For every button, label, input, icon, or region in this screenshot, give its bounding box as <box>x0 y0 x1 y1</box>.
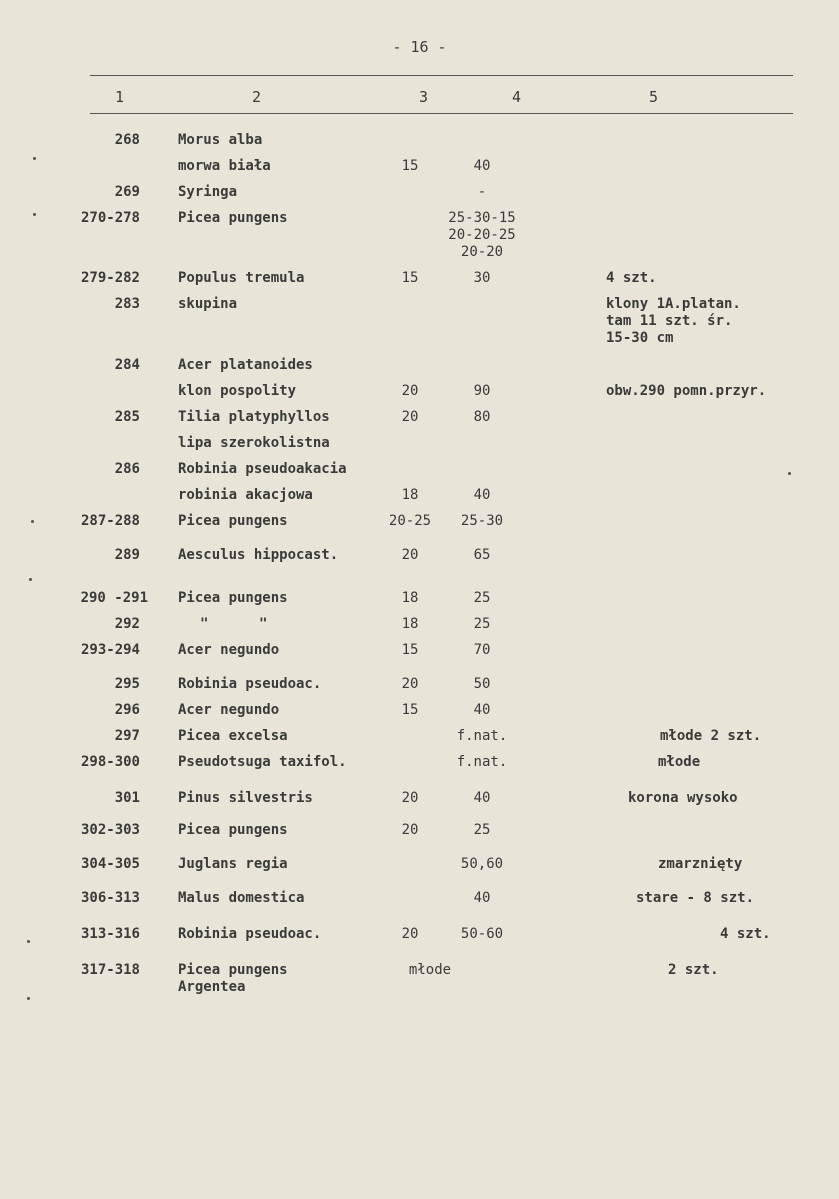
table-cell-notes: korona wysoko <box>628 790 738 806</box>
margin-mark <box>788 472 791 475</box>
table-cell-number: 293-294 <box>80 642 140 658</box>
table-cell-height: 20 <box>401 926 419 942</box>
table-cell-notes: obw.290 pomn.przyr. <box>606 383 767 399</box>
table-cell-number: 286 <box>114 461 140 477</box>
table-cell-notes: 4 szt. <box>720 926 771 942</box>
margin-mark <box>33 213 36 216</box>
table-cell-species: Picea pungens <box>178 513 288 529</box>
column-header-5: 5 <box>649 88 659 106</box>
table-cell-species: Picea pungens Argentea <box>178 962 288 995</box>
table-cell-notes: 4 szt. <box>606 270 657 286</box>
table-cell-diameter: 25 <box>473 616 491 632</box>
table-cell-diameter: 30 <box>473 270 491 286</box>
table-cell-notes: zmarznięty <box>658 856 743 872</box>
table-cell-species: Pinus silvestris <box>178 790 313 806</box>
table-cell-height: 20 <box>401 790 419 806</box>
table-cell-number: 292 <box>114 616 140 632</box>
table-cell-height: 18 <box>401 487 419 503</box>
table-cell-species: Populus tremula <box>178 270 305 286</box>
table-cell-species: Morus alba <box>178 132 263 148</box>
table-cell-species: klon pospolity <box>178 383 297 399</box>
table-cell-number: 279-282 <box>80 270 140 286</box>
table-cell-notes: klony 1A.platan. tam 11 szt. śr. 15-30 cm <box>606 296 741 346</box>
table-cell-species: Picea excelsa <box>178 728 288 744</box>
table-cell-species: Robinia pseudoac. <box>178 926 322 942</box>
table-cell-species: Acer negundo <box>178 702 280 718</box>
table-cell-number: 290 -291 <box>80 590 148 606</box>
table-cell-number: 302-303 <box>80 822 140 838</box>
margin-mark <box>29 578 32 581</box>
page-number: - 16 - <box>392 38 447 56</box>
table-cell-number: 306-313 <box>80 890 140 906</box>
table-cell-diameter: 80 <box>473 409 491 425</box>
margin-mark <box>27 997 30 1000</box>
table-cell-diameter: 25 <box>473 822 491 838</box>
table-cell-diameter: 40 <box>473 702 491 718</box>
table-cell-diameter: 25-30 <box>460 513 504 529</box>
table-cell-species: Robinia pseudoac. <box>178 676 322 692</box>
table-cell-species: " " <box>200 616 268 632</box>
table-cell-species: Picea pungens <box>178 210 288 226</box>
table-cell-height: 20 <box>401 383 419 399</box>
table-cell-notes: 2 szt. <box>668 962 719 978</box>
table-cell-species: Malus domestica <box>178 890 305 906</box>
table-cell-height: 20 <box>401 676 419 692</box>
table-cell-species: Pseudotsuga taxifol. <box>178 754 347 770</box>
table-cell-number: 270-278 <box>80 210 140 226</box>
table-cell-height: 20-25 <box>388 513 432 529</box>
table-header-rule <box>90 113 793 114</box>
table-cell-species: Picea pungens <box>178 590 288 606</box>
table-cell-number: 296 <box>114 702 140 718</box>
table-cell-height: 20 <box>401 547 419 563</box>
table-cell-species: Aesculus hippocast. <box>178 547 339 563</box>
table-cell-diameter: 50,60 <box>460 856 504 872</box>
table-cell-notes: młode 2 szt. <box>660 728 762 744</box>
table-cell-diameter: - <box>477 184 487 200</box>
table-cell-diameter: 40 <box>473 790 491 806</box>
table-cell-number: 284 <box>114 357 140 373</box>
table-cell-number: 285 <box>114 409 140 425</box>
table-cell-diameter: 40 <box>473 890 491 906</box>
table-cell-number: 289 <box>114 547 140 563</box>
table-cell-notes: młode <box>658 754 701 770</box>
table-cell-number: 298-300 <box>80 754 140 770</box>
table-cell-species: morwa biała <box>178 158 271 174</box>
column-header-2: 2 <box>252 88 262 106</box>
table-cell-diameter: f.nat. <box>456 754 508 770</box>
table-cell-height: młode <box>408 962 452 978</box>
table-cell-notes: stare - 8 szt. <box>636 890 755 906</box>
table-cell-diameter: 70 <box>473 642 491 658</box>
table-cell-number: 301 <box>114 790 140 806</box>
margin-mark <box>33 157 36 160</box>
table-cell-diameter: f.nat. <box>456 728 508 744</box>
table-cell-height: 18 <box>401 616 419 632</box>
table-cell-number: 268 <box>114 132 140 148</box>
table-cell-height: 20 <box>401 409 419 425</box>
table-cell-species: Juglans regia <box>178 856 288 872</box>
table-cell-diameter: 40 <box>473 487 491 503</box>
table-cell-species: Acer platanoides <box>178 357 313 373</box>
table-cell-species: Picea pungens <box>178 822 288 838</box>
table-cell-species: Robinia pseudoakacia <box>178 461 347 477</box>
table-cell-number: 313-316 <box>80 926 140 942</box>
table-cell-species: skupina <box>178 296 238 312</box>
table-cell-diameter: 50 <box>473 676 491 692</box>
table-cell-species: Syringa <box>178 184 238 200</box>
table-cell-height: 20 <box>401 822 419 838</box>
table-cell-diameter: 90 <box>473 383 491 399</box>
table-cell-species: lipa szerokolistna <box>178 435 330 451</box>
table-cell-number: 269 <box>114 184 140 200</box>
column-header-1: 1 <box>115 88 125 106</box>
table-top-rule <box>90 75 793 76</box>
table-cell-height: 15 <box>401 270 419 286</box>
table-cell-species: Acer negundo <box>178 642 280 658</box>
table-cell-species: robinia akacjowa <box>178 487 313 503</box>
column-header-3: 3 <box>419 88 429 106</box>
table-cell-height: 15 <box>401 702 419 718</box>
table-cell-number: 295 <box>114 676 140 692</box>
table-cell-number: 304-305 <box>80 856 140 872</box>
table-cell-species: Tilia platyphyllos <box>178 409 330 425</box>
table-cell-number: 297 <box>114 728 140 744</box>
margin-mark <box>27 940 30 943</box>
table-cell-height: 18 <box>401 590 419 606</box>
margin-mark <box>31 520 34 523</box>
table-cell-number: 317-318 <box>80 962 140 978</box>
table-cell-diameter: 40 <box>473 158 491 174</box>
table-cell-number: 283 <box>114 296 140 312</box>
table-cell-height: 15 <box>401 158 419 174</box>
table-cell-diameter: 50-60 <box>460 926 504 942</box>
table-cell-diameter: 25-30-15 20-20-25 20-20 <box>448 210 516 260</box>
table-cell-diameter: 65 <box>473 547 491 563</box>
table-cell-diameter: 25 <box>473 590 491 606</box>
table-cell-height: 15 <box>401 642 419 658</box>
column-header-4: 4 <box>512 88 522 106</box>
table-cell-number: 287-288 <box>80 513 140 529</box>
